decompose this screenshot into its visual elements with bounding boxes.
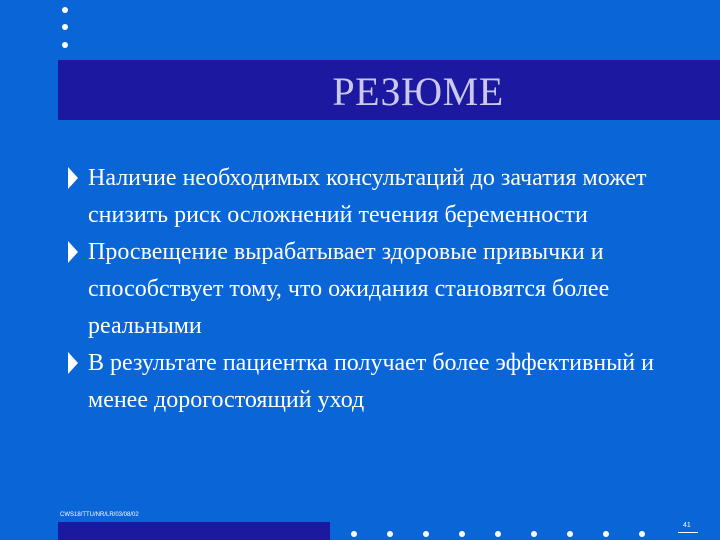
decorative-dot [567,531,573,537]
bullet-item [60,345,700,419]
bullet-item [60,234,700,345]
decorative-dot [62,42,68,48]
slide-title: РЕЗЮМЕ [332,69,504,114]
bullet-text: Просвещение вырабатывает здоровые привычки и способствует тому, что ожидания становятся более реальными [88,239,610,339]
bullet-arrow-icon [68,167,78,189]
decorative-dot [459,531,465,537]
bullet-arrow-icon [68,241,78,263]
decorative-dot [423,531,429,537]
page-number: 41 [683,522,691,529]
decorative-dot [387,531,393,537]
decorative-dot [351,531,357,537]
page-number-underline [678,532,698,533]
decorative-dot [531,531,537,537]
decorative-dot [62,24,68,30]
decorative-dot [603,531,609,537]
decorative-dot [639,531,645,537]
footer-code: CWS18/TTU/NR/LR/03/08/02 [60,512,139,518]
decorative-dot [495,531,501,537]
bullet-arrow-icon [68,352,78,374]
bullet-list [60,160,700,419]
title-bar [58,60,720,120]
bullet-text: Наличие необходимых консультаций до зачатия может снизить риск осложнений течения беременности [88,165,647,228]
bullet-item [60,160,700,234]
footer-bar [58,522,330,540]
bullet-text: В результате пациентка получает более эффективный и менее дорогостоящий уход [88,350,654,413]
decorative-dot [62,7,68,13]
